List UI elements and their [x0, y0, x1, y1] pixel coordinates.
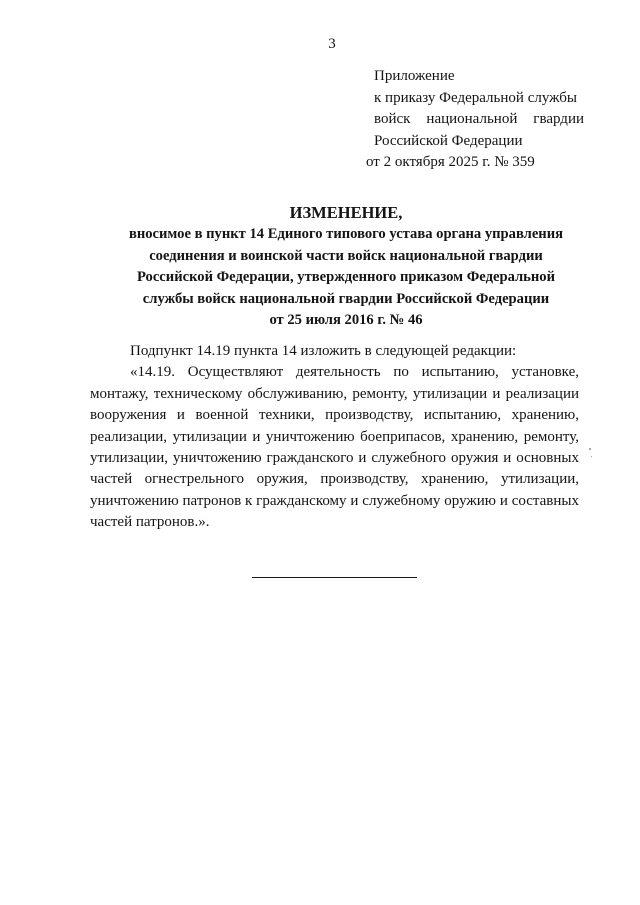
title-line: службы войск национальной гвардии Российской Федерации: [142, 290, 550, 307]
body-line: уничтожению патронов к гражданскому и служебному оружию и составных: [90, 492, 579, 509]
body-line: «14.19. Осуществляют деятельность по испытанию, установке,: [130, 364, 579, 381]
separator-line: [252, 577, 417, 578]
body-line: вооружения и военной техники, производству, испытанию, хранению,: [90, 407, 579, 424]
document-body: [90, 341, 579, 534]
document-title: [110, 202, 582, 332]
page-number: 3: [328, 36, 336, 52]
body-line: реализации, утилизации и уничтожению боеприпасов, хранению, ремонту,: [90, 428, 579, 445]
body-line: частей огнестрельного оружия, производству, хранению, утилизации,: [90, 471, 579, 488]
body-line: монтажу, техническому обслуживанию, ремонту, утилизации и реализации: [90, 385, 579, 402]
scan-speck: [589, 448, 591, 450]
appendix-label: Приложение: [374, 68, 455, 84]
scan-speck: [591, 456, 592, 457]
body-intro: Подпункт 14.19 пункта 14 изложить в следующей редакции:: [130, 343, 517, 359]
body-line: частей патронов.».: [90, 514, 210, 531]
body-line: утилизации, уничтожению гражданского и служебного оружия и основных: [90, 450, 579, 467]
appendix-order-ref: к приказу Федеральной службы: [374, 89, 578, 106]
title-line: Российской Федерации, утвержденного приказом Федеральной: [136, 269, 556, 285]
title-line: от 25 июля 2016 г. № 46: [269, 312, 423, 328]
title-line: вносимое в пункт 14 Единого типового устава органа управления: [128, 226, 564, 242]
title-line: соединения и воинской части войск национальной гвардии: [149, 247, 543, 264]
appendix-country-line: Российской Федерации: [374, 132, 523, 149]
appendix-agency-line: войск национальной гвардии: [374, 111, 584, 127]
appendix-block: [366, 66, 594, 174]
appendix-date-line: от 2 октября 2025 г. № 359: [366, 154, 535, 170]
title-heading: ИЗМЕНЕНИЕ,: [289, 203, 403, 222]
